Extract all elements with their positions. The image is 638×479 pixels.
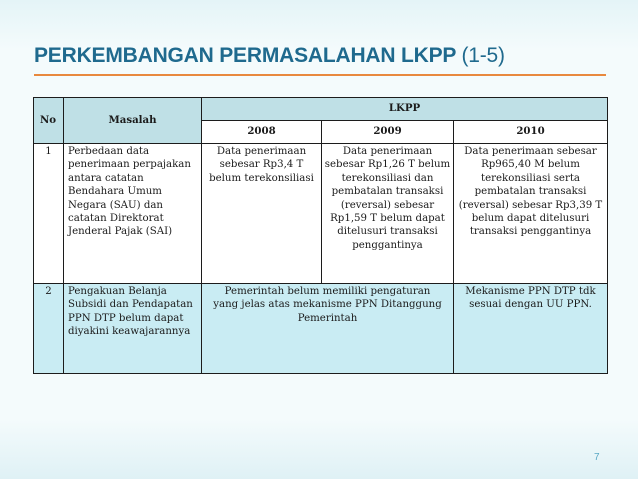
slide-title xyxy=(34,44,505,68)
row-1-2008: Data penerimaan sebesar Rp3,4 T belum terekonsiliasi xyxy=(202,144,322,284)
header-no: No xyxy=(34,98,64,144)
header-year-2010: 2010 xyxy=(454,121,608,144)
row-2-masalah: Pengakuan Belanja Subsidi dan Pendapatan PPN DTP belum dapat diyakini keawajarannya xyxy=(64,284,202,374)
row-2-2008-2009: Pemerintah belum memiliki pengaturan yang jelas atas mekanisme PPN Ditanggung Pemerintah xyxy=(202,284,454,374)
footer-background xyxy=(0,419,638,479)
table-header-row xyxy=(34,98,608,121)
header-masalah: Masalah xyxy=(64,98,202,144)
lkpp-issues-table xyxy=(33,97,608,374)
header-background xyxy=(0,0,638,50)
row-1-no: 1 xyxy=(34,144,64,284)
page-number: 7 xyxy=(594,452,600,463)
slide-title-sub: (1-5) xyxy=(461,44,505,67)
table-row xyxy=(34,284,608,374)
title-divider xyxy=(34,74,606,76)
row-1-masalah: Perbedaan data penerimaan perpajakan antara catatan Bendahara Umum Negara (SAU) dan catatan Direktorat Jenderal Pajak (SAI) xyxy=(64,144,202,284)
header-year-2009: 2009 xyxy=(322,121,454,144)
row-2-2010: Mekanisme PPN DTP tdk sesuai dengan UU PPN. xyxy=(454,284,608,374)
row-1-2010: Data penerimaan sebesar Rp965,40 M belum terekonsiliasi serta pembatalan transaksi (reversal) sebesar Rp3,39 T belum dapat ditelusuri transaksi penggantinya xyxy=(454,144,608,284)
slide-title-main: PERKEMBANGAN PERMASALAHAN LKPP xyxy=(34,44,456,67)
table-row xyxy=(34,144,608,284)
row-1-2009: Data penerimaan sebesar Rp1,26 T belum terekonsiliasi dan pembatalan transaksi (reversal) sebesar Rp1,59 T belum dapat ditelusuri transaksi penggantinya xyxy=(322,144,454,284)
header-lkpp: LKPP xyxy=(202,98,608,121)
header-year-2008: 2008 xyxy=(202,121,322,144)
row-2-no: 2 xyxy=(34,284,64,374)
